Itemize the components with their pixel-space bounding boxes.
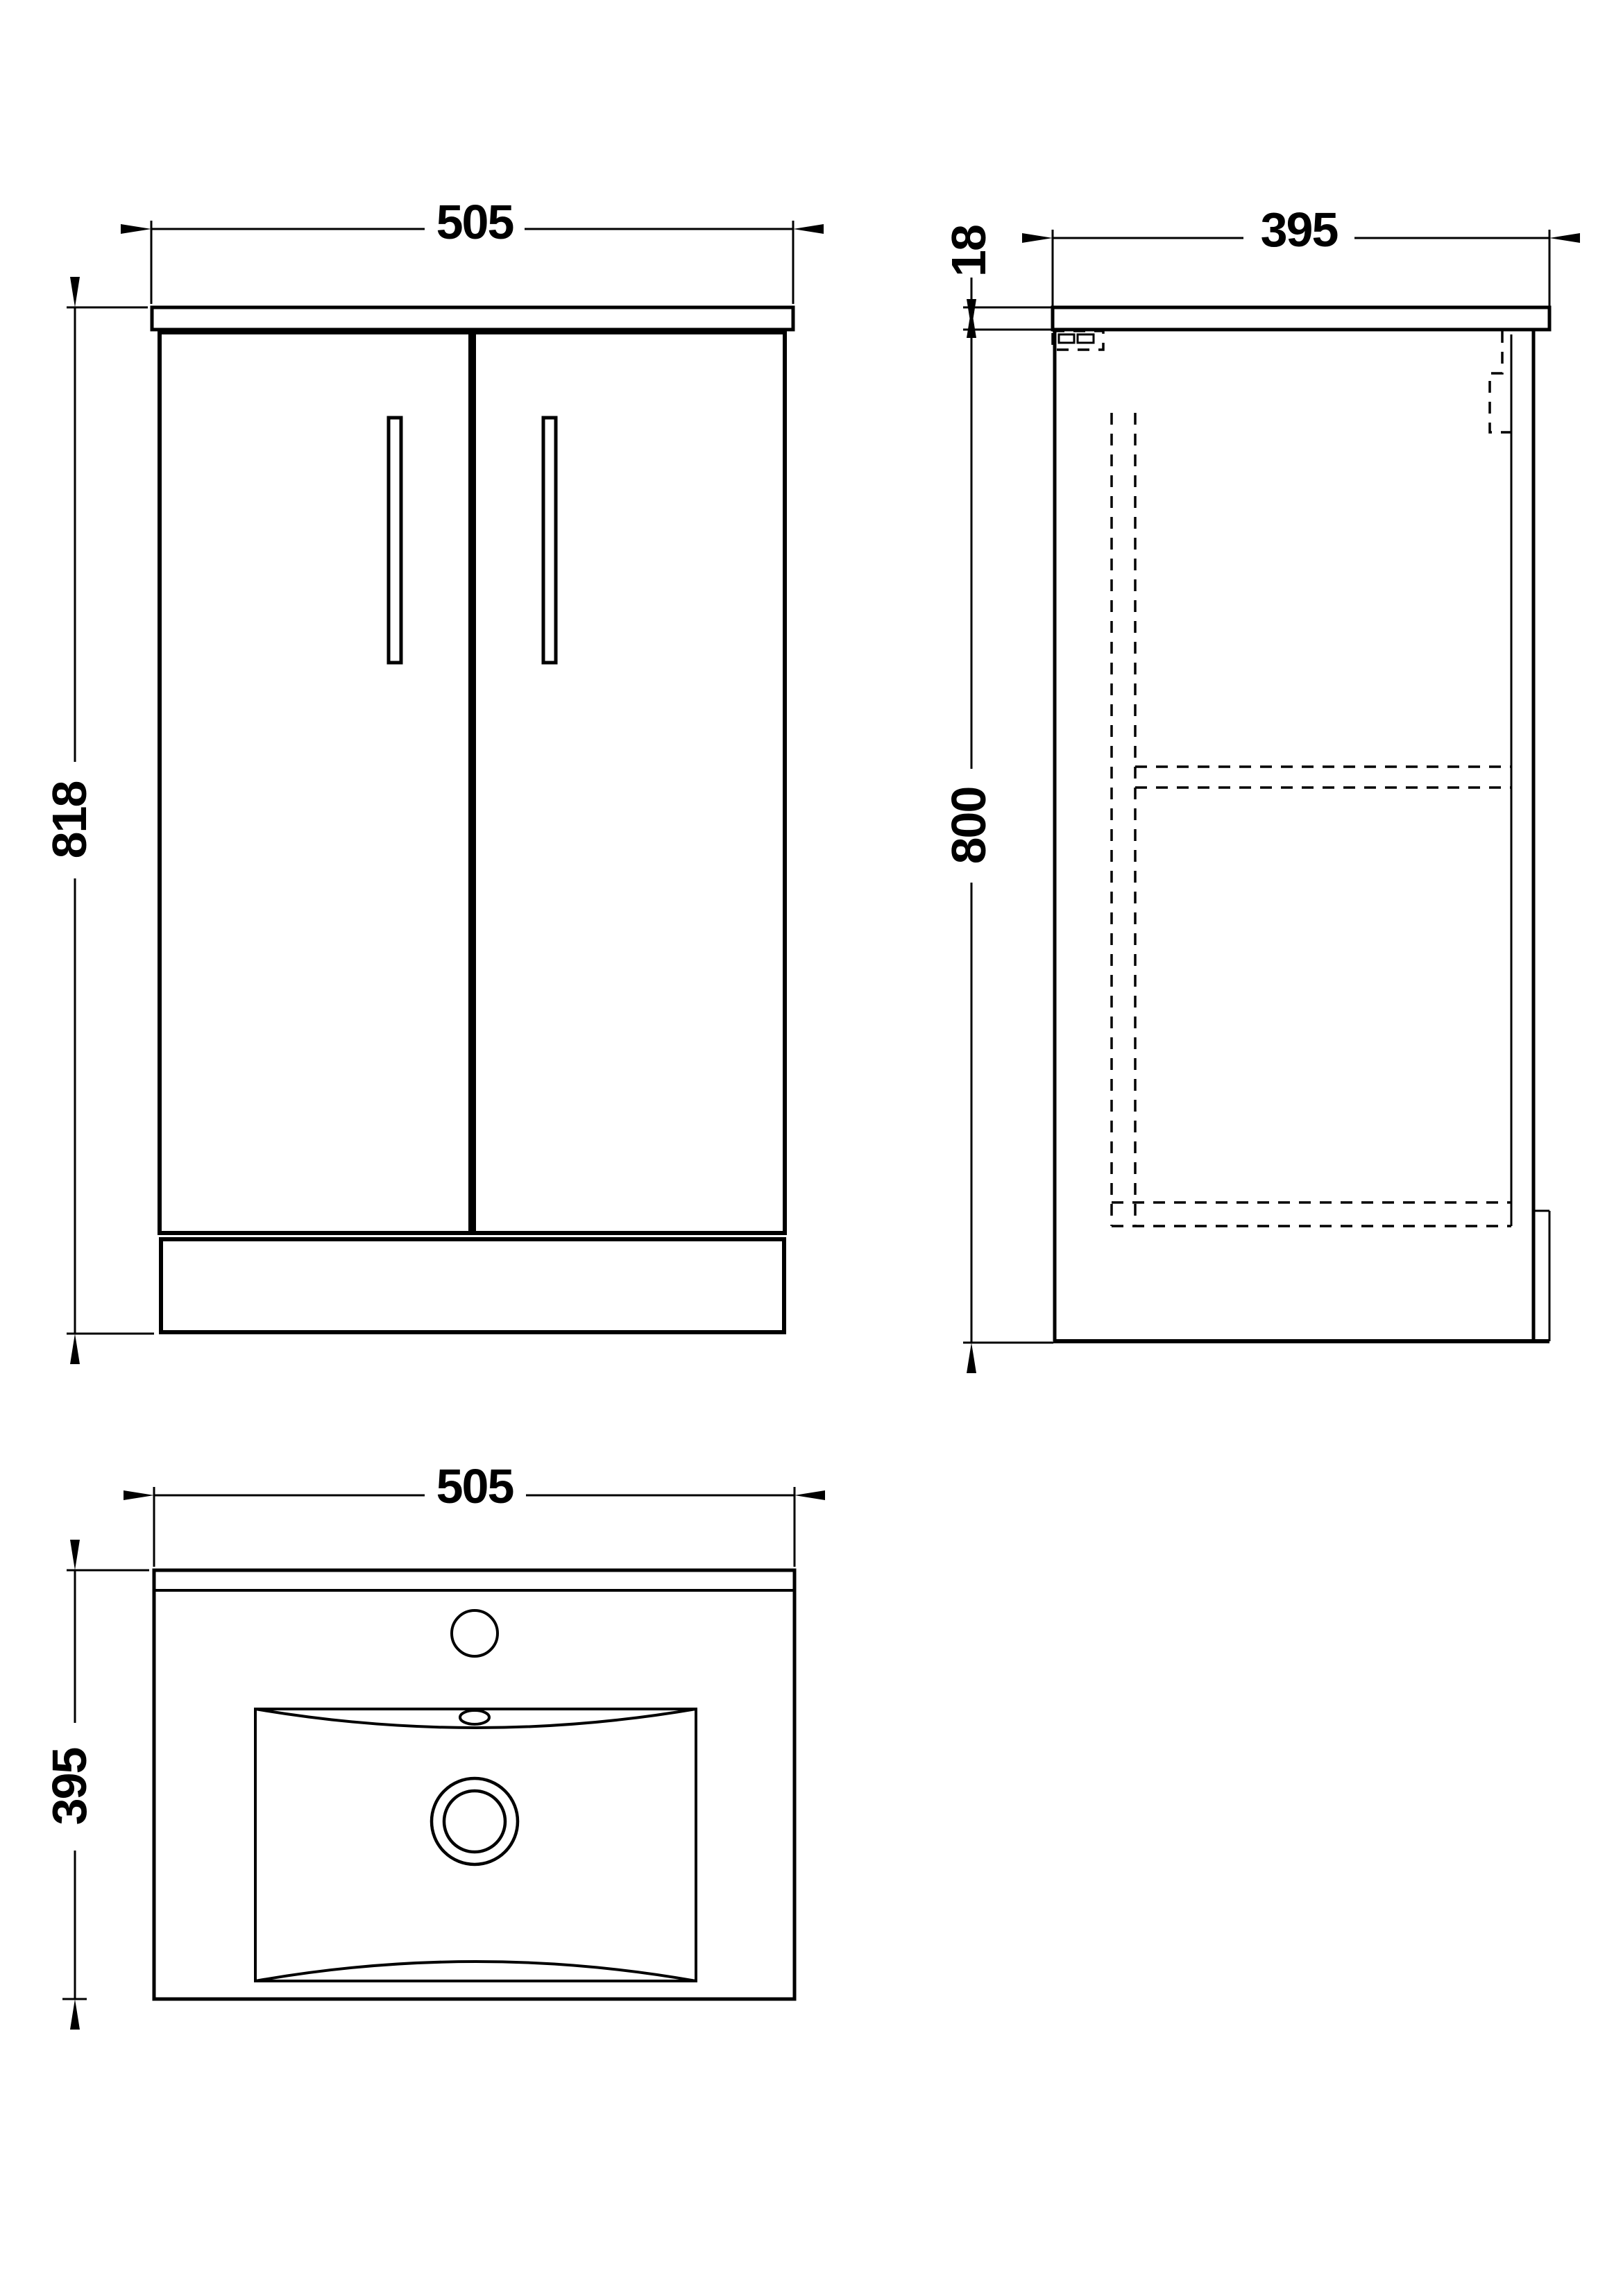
front-view: [42, 195, 793, 1334]
overflow-hole: [460, 1710, 489, 1724]
basin-bowl: [255, 1709, 696, 1981]
door-left: [160, 332, 470, 1233]
basin-top-outline: [154, 1570, 794, 1999]
bowl-front-curve: [255, 1962, 696, 1981]
worktop-side: [1053, 307, 1549, 330]
worktop-thickness-dimension: [942, 226, 1053, 330]
plan-view: [42, 1459, 794, 1999]
worktop-front: [152, 307, 793, 330]
fixing-bracket-hidden: [1053, 331, 1103, 350]
side-height-label: 800: [942, 787, 996, 865]
waste-drain-inner: [444, 1791, 505, 1852]
side-height-dimension: [942, 330, 1053, 1343]
front-width-dimension: [151, 195, 793, 304]
bracket-slot: [1059, 334, 1074, 343]
front-height-label: 818: [42, 781, 96, 859]
side-depth-label: 395: [1260, 203, 1338, 257]
side-depth-dimension: [1053, 203, 1549, 307]
plinth: [161, 1239, 784, 1332]
front-height-dimension: [42, 307, 154, 1334]
handle-right: [543, 418, 556, 663]
worktop-thickness-label: 18: [942, 226, 996, 277]
plan-width-label: 505: [436, 1459, 513, 1513]
tap-hole: [452, 1610, 498, 1656]
handle-left: [389, 418, 401, 663]
front-width-label: 505: [436, 195, 513, 249]
bowl-rim: [255, 1709, 696, 1981]
plan-depth-label: 395: [42, 1748, 96, 1826]
plan-width-dimension: [154, 1459, 794, 1567]
hinge-plate-hidden: [1490, 331, 1511, 432]
plan-depth-dimension: [42, 1570, 149, 1999]
side-view: [942, 203, 1549, 1343]
door-right: [474, 332, 785, 1233]
bracket-slot: [1078, 334, 1094, 343]
